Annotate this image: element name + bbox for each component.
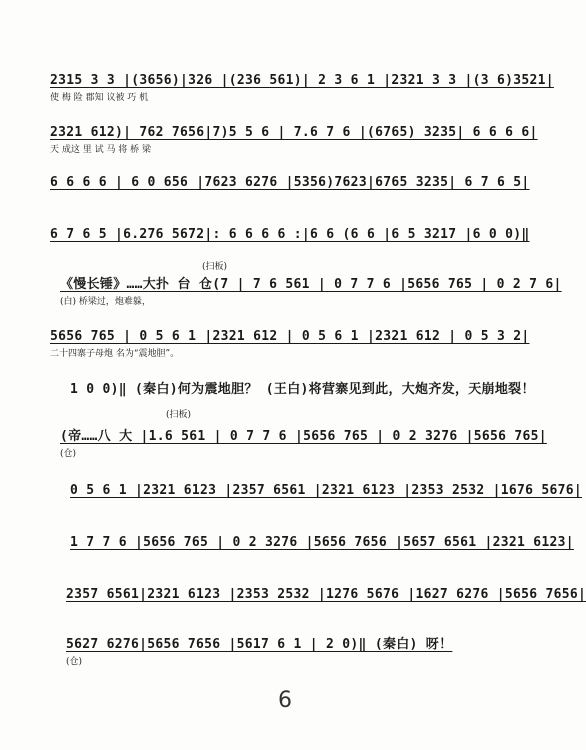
tempo-mark: (扫板) (202, 262, 228, 272)
page-number: 6 (278, 688, 292, 713)
notation: (帝……八 大 |1.6 561 | 0 7 7 6 |5656 765 | 0 2 3276 |5656 765| (60, 429, 547, 444)
score-line-8 (60, 428, 547, 460)
notation: 《慢长锤》……大扑 台 仓(7 | 7 6 561 | 0 7 7 6 |5656 765 | 0 2 7 6| (60, 277, 562, 292)
lyrics: (白) 桥梁过，炮难躲， (60, 297, 151, 307)
lyrics: 天 成这 里 试 马 将 桥 梁 (50, 145, 152, 155)
notation: 2321 612)| 762 7656|7)5 5 6 | 7.6 7 6 |(6765) 3235| 6 6 6 6| (50, 125, 538, 140)
notation: 1 0 0)‖ (秦白)何为震地胆？ (王白)将营寨见到此，大炮齐发，天崩地裂！ (70, 382, 535, 397)
lyrics: 使 梅 险 郡知 议被 巧 机 (50, 93, 149, 103)
score-line-3 (50, 174, 530, 192)
score-line-4 (50, 226, 530, 244)
notation: 6 6 6 6 | 6 0 656 |7623 6276 |5356)7623|6765 3235| 6 7 6 5| (50, 175, 530, 190)
lyrics: (仓) (66, 657, 83, 667)
score-line-7 (70, 381, 535, 399)
notation: 1 7 7 6 |5656 765 | 0 2 3276 |5656 7656 |5657 6561 |2321 6123| (70, 535, 574, 550)
notation: 5627 6276|5656 7656 |5617 6 1 | 2 0)‖ (秦白) 呀！ (66, 637, 453, 652)
notation: 2315 3 3 |(3656)|326 |(236 561)| 2 3 6 1 |2321 3 3 |(3 6)3521| (50, 73, 554, 88)
notation: 2357 6561|2321 6123 |2353 2532 |1276 5676 |1627 6276 |5656 7656| (66, 587, 586, 602)
notation: 5656 765 | 0 5 6 1 |2321 612 | 0 5 6 1 |2321 612 | 0 5 3 2| (50, 329, 530, 344)
score-line-12 (66, 636, 520, 668)
score-line-9 (70, 482, 582, 500)
tempo-mark: (扫板) (166, 410, 192, 420)
lyrics: 二十四寨子母炮 名为“震地胆”。 (50, 349, 180, 359)
lyrics: (仓) (60, 449, 77, 459)
notation: 0 5 6 1 |2321 6123 |2357 6561 |2321 6123 |2353 2532 |1676 5676| (70, 483, 582, 498)
score-line-6 (50, 328, 530, 360)
notation: 6 7 6 5 |6.276 5672|: 6 6 6 6 :|6 6 (6 6 |6 5 3217 |6 0 0)‖ (50, 227, 530, 242)
score-line-10 (70, 534, 574, 552)
score-line-2 (50, 124, 538, 156)
score-line-11 (66, 586, 586, 604)
score-line-5 (60, 276, 562, 308)
score-line-1 (50, 72, 554, 104)
